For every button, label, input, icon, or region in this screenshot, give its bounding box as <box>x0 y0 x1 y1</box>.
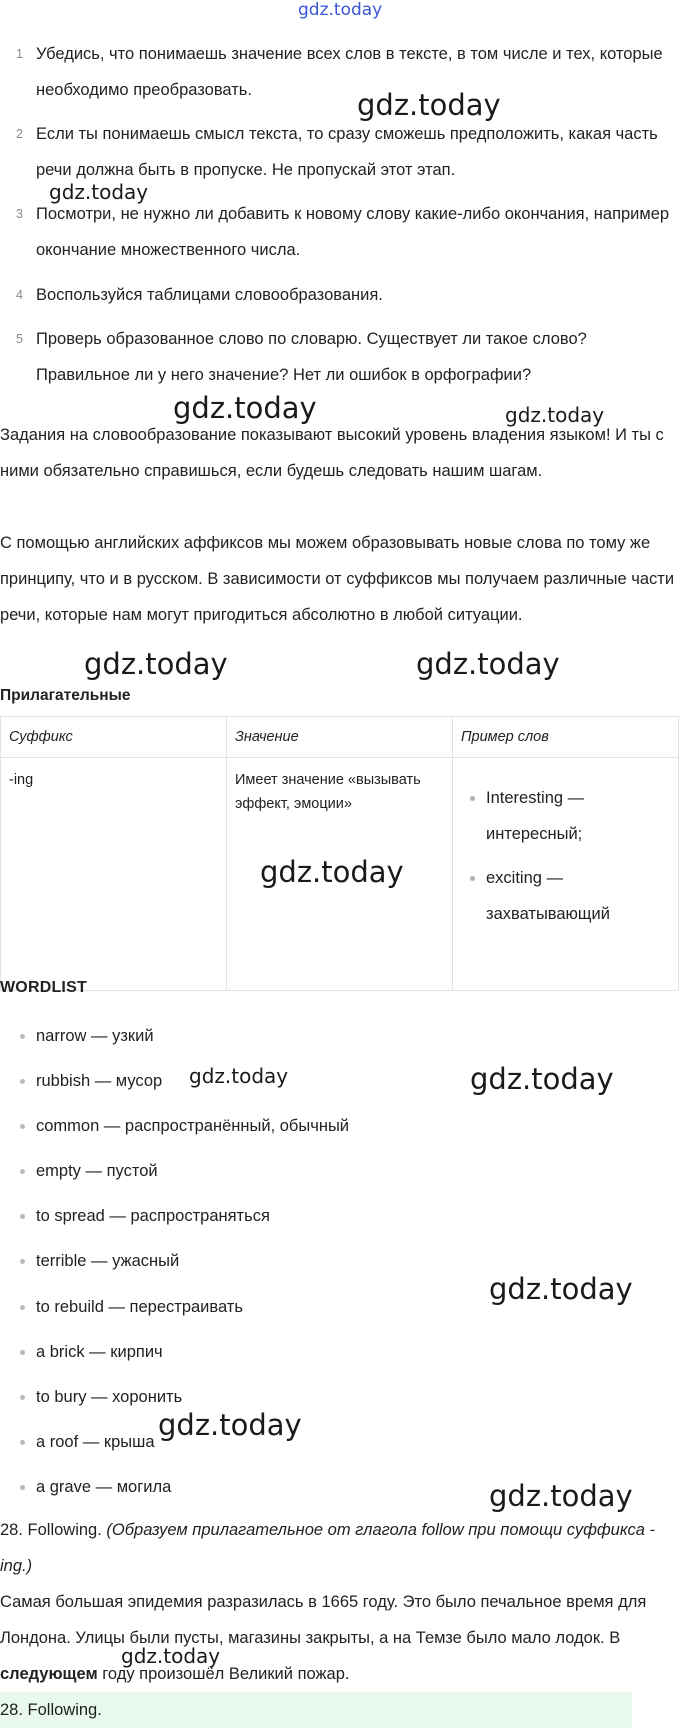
step-text: Если ты понимаешь смысл текста, то сразу сможешь предположить, какая часть речи должна быть в пропуске. Не пропускай этот этап. <box>36 125 658 179</box>
list-item: narrow — узкий <box>36 1022 349 1050</box>
step-number: 2 <box>16 127 23 141</box>
step-number: 5 <box>16 332 23 346</box>
steps-list <box>0 36 680 401</box>
watermark: gdz.today <box>357 88 501 122</box>
step-number: 3 <box>16 207 23 221</box>
step-number: 1 <box>16 47 23 61</box>
answer-highlight-word: следующем <box>0 1665 98 1683</box>
answer-explanation <box>0 1512 676 1584</box>
step-item <box>0 116 680 188</box>
step-item <box>0 321 680 393</box>
meaning-cell: Имеет значение «вызывать эффект, эмоции» <box>227 758 453 991</box>
answer-note: (Образуем прилагательное от глагола follow при помощи суффикса -ing.) <box>0 1521 655 1575</box>
list-item: to rebuild — перестраивать <box>36 1293 349 1321</box>
step-text: Проверь образованное слово по словарю. Существует ли такое слово? Правильное ли у него значение? Нет ли ошибок в орфографии? <box>36 330 587 384</box>
suffix-table <box>0 716 679 991</box>
column-header: Значение <box>227 717 453 758</box>
answer-final: 28. Following. <box>0 1692 632 1728</box>
list-item: empty — пустой <box>36 1157 349 1185</box>
watermark: gdz.today <box>260 855 404 889</box>
list-item: a brick — кирпич <box>36 1338 349 1366</box>
watermark: gdz.today <box>416 647 560 681</box>
answer-text-after: году произошёл Великий пожар. <box>97 1665 350 1683</box>
answer-text-before: Самая большая эпидемия разразилась в 1665 году. Это было печальное время для Лондона. Улицы были пусты, магазины закрыты, а на Темзе было мало лодок. В <box>0 1593 647 1647</box>
step-number: 4 <box>16 288 23 302</box>
column-header: Суффикс <box>1 717 227 758</box>
watermark-top: gdz.today <box>298 0 383 20</box>
table-row <box>1 758 679 991</box>
answer-text <box>0 1584 676 1692</box>
watermark: gdz.today <box>84 647 228 681</box>
step-item <box>0 277 680 313</box>
affixes-paragraph: С помощью английских аффиксов мы можем образовывать новые слова по тому же принципу, что и в русском. В зависимости от суффиксов мы получаем различные части речи, которые нам могут пригодиться абсолютно в любой ситуации. <box>0 534 675 624</box>
examples-cell <box>453 758 679 991</box>
column-header: Пример слов <box>453 717 679 758</box>
answer-label: 28. Following. <box>0 1521 102 1539</box>
list-item: rubbish — мусор <box>36 1067 349 1095</box>
example-item: • Interesting — интересный; <box>486 780 670 852</box>
watermark: gdz.today <box>173 391 317 425</box>
example-item: • exciting — захватывающий <box>486 860 670 932</box>
step-item <box>0 36 680 108</box>
examples-list <box>461 780 670 932</box>
step-text: Посмотри, не нужно ли добавить к новому слову какие-либо окончания, например окончание множественного числа. <box>36 205 670 259</box>
table-header-row <box>1 717 679 758</box>
adjectives-heading: Прилагательные <box>0 687 131 704</box>
step-text: Убедись, что понимаешь значение всех слов в тексте, в том числе и тех, которые необходимо преобразовать. <box>36 45 663 99</box>
watermark: gdz.today <box>121 1644 221 1668</box>
watermark: gdz.today <box>505 403 605 427</box>
suffix-cell: -ing <box>1 758 227 991</box>
watermark: gdz.today <box>489 1272 633 1306</box>
step-text: Воспользуйся таблицами словообразования. <box>36 286 383 304</box>
wordlist <box>0 1022 349 1518</box>
watermark: gdz.today <box>158 1408 302 1442</box>
list-item: a grave — могила <box>36 1473 349 1501</box>
list-item: to spread — распространяться <box>36 1202 349 1230</box>
step-item <box>0 196 680 268</box>
list-item: common — распространённый, обычный <box>36 1112 349 1140</box>
watermark: gdz.today <box>49 180 149 204</box>
list-item: a roof — крыша <box>36 1428 349 1456</box>
watermark: gdz.today <box>470 1062 614 1096</box>
wordlist-heading: WORDLIST <box>0 979 87 996</box>
list-item: to bury — хоронить <box>36 1383 349 1411</box>
watermark: gdz.today <box>489 1479 633 1513</box>
watermark: gdz.today <box>189 1064 289 1088</box>
list-item: terrible — ужасный <box>36 1247 349 1275</box>
intro-paragraph: Задания на словообразование показывают высокий уровень владения языком! И ты с ними обязательно справишься, если будешь следовать нашим шагам. <box>0 426 664 480</box>
